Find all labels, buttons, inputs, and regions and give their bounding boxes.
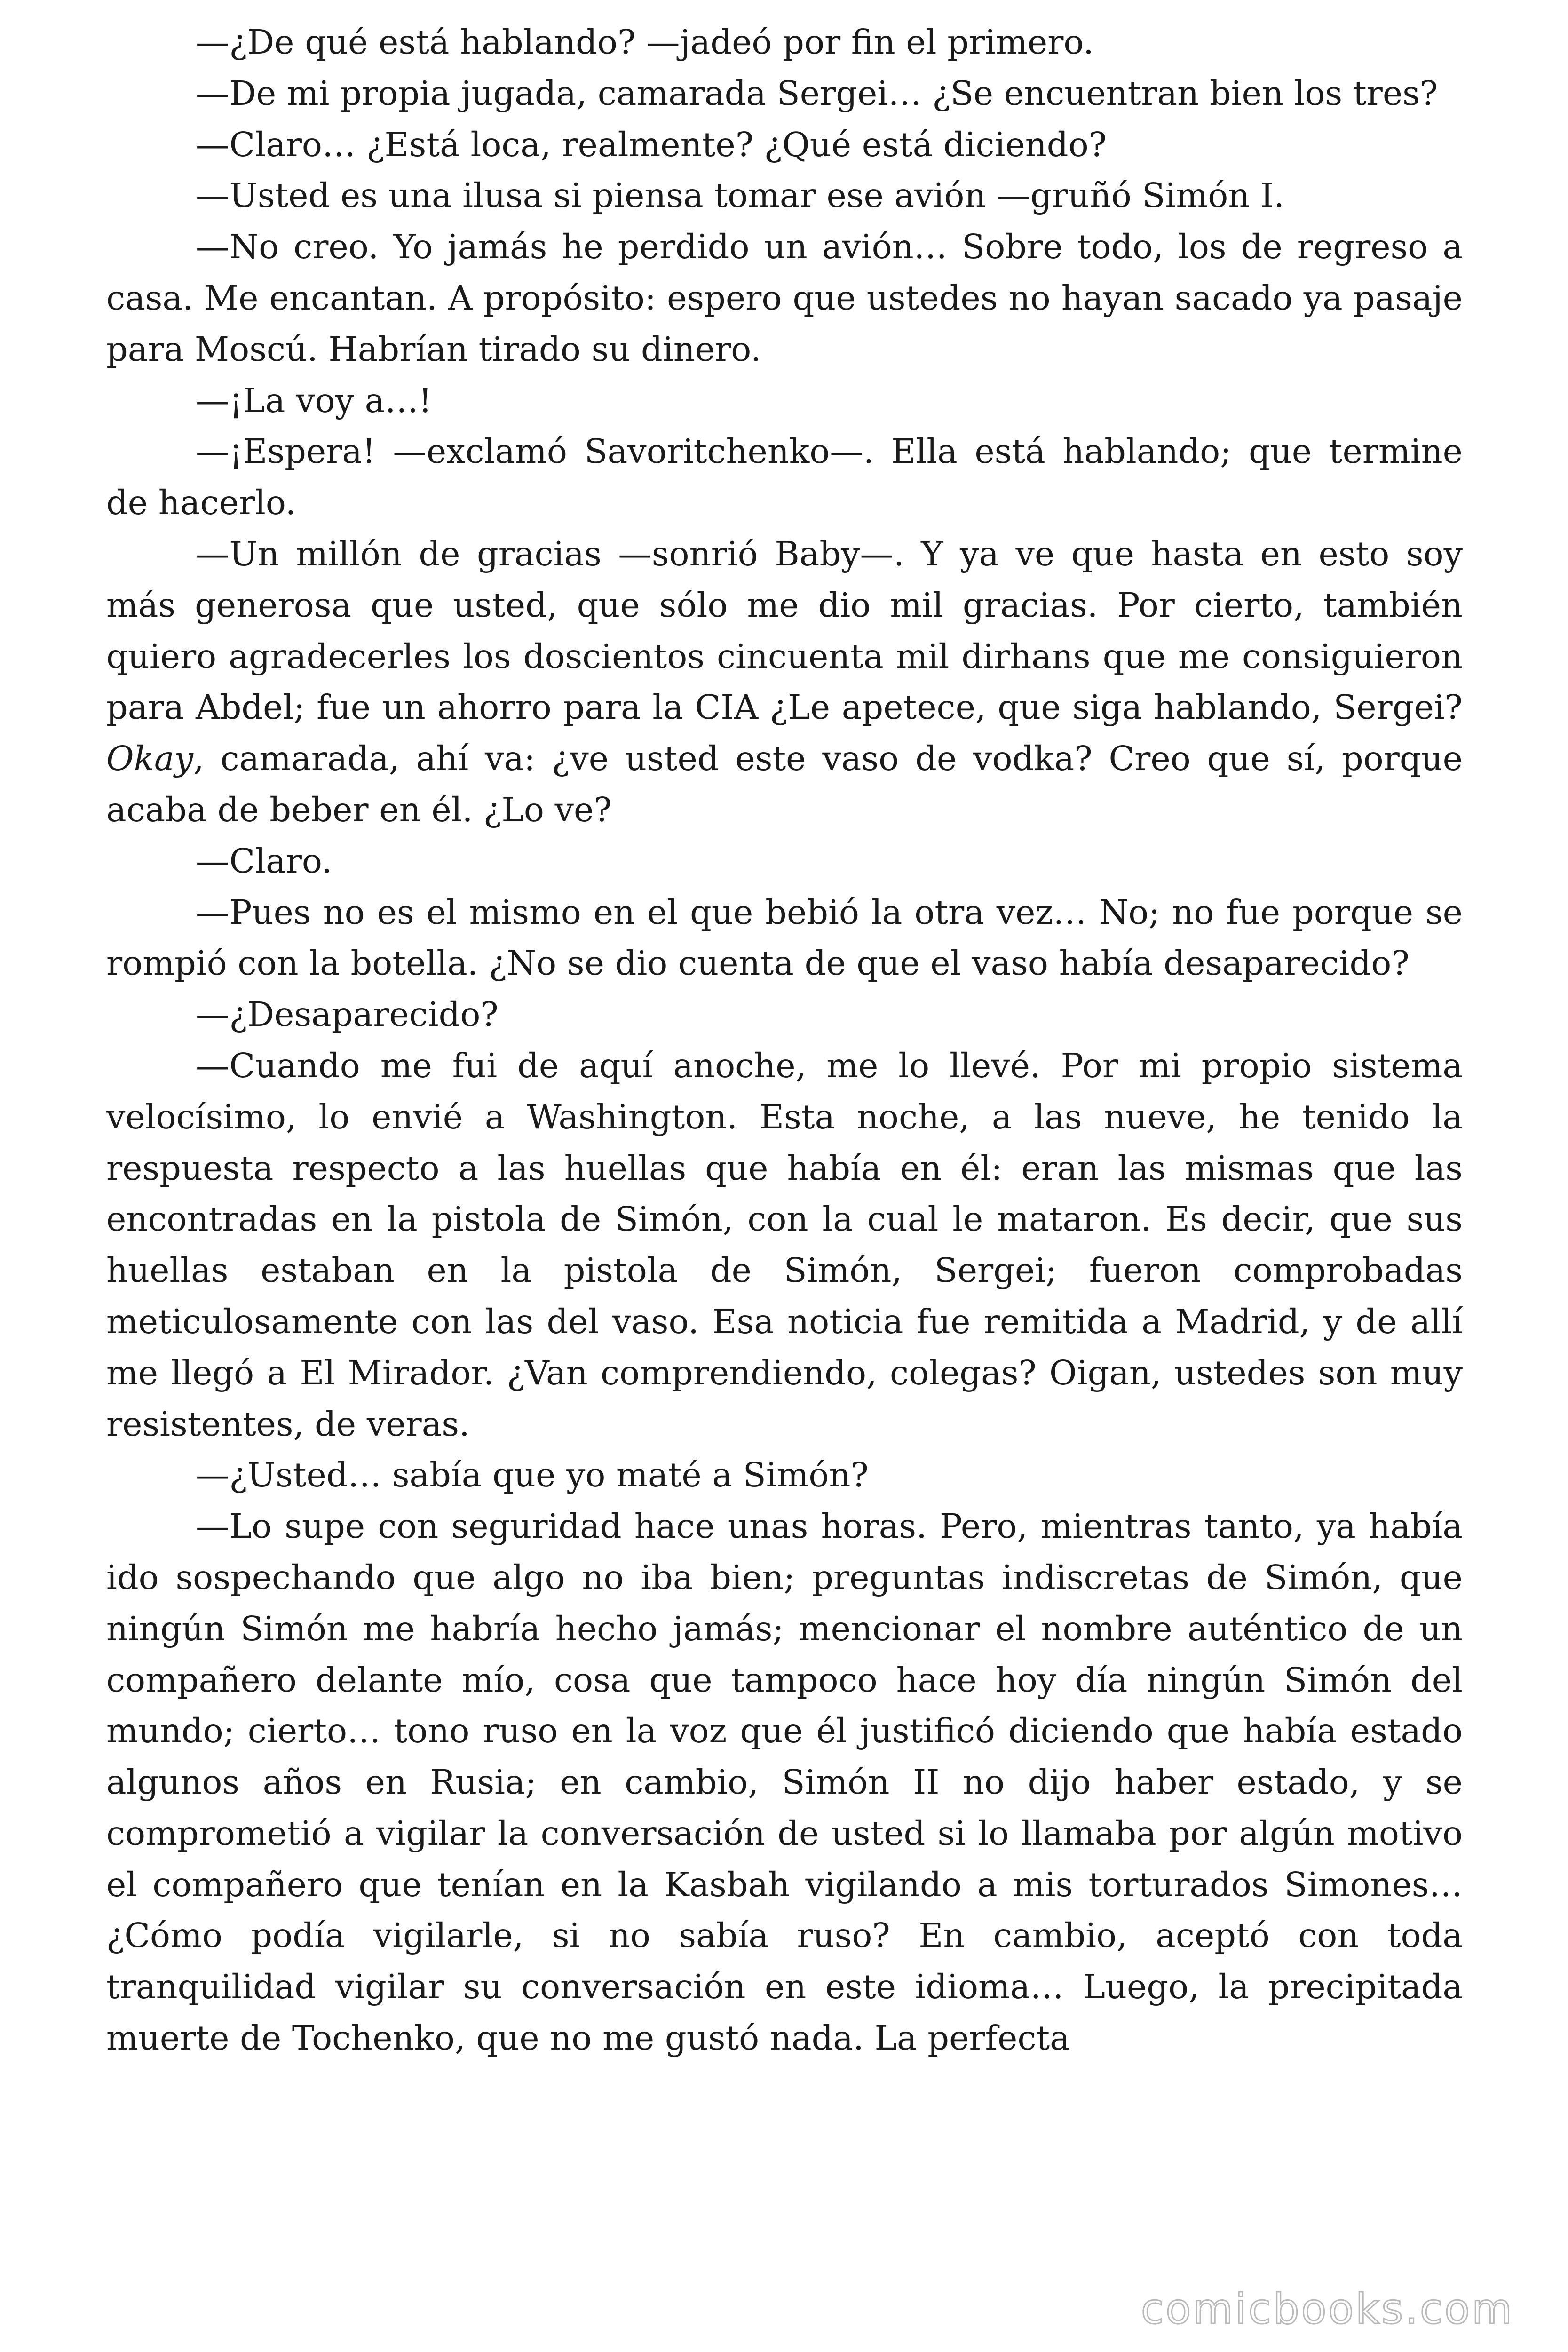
paragraph-1: —¿De qué está hablando? —jadeó por fin el primero. bbox=[196, 23, 1094, 62]
paragraph-12: —Cuando me fui de aquí anoche, me lo llevé. Por mi propio sistema velocísimo, lo envié a Washington. Esta noche, a las nueve, he tenido la respuesta respecto a las huellas que había en él: eran las mismas que las encontradas en la pistola de Simón, con la cual le mataron. Es decir, que sus huellas estaban en la pistola de Simón, Sergei; fueron comprobadas meticulosamente con las del vaso. Esa noticia fue remitida a Madrid, y de allí me llegó a El Mirador. ¿Van comprendiendo, colegas? Oigan, ustedes son muy resistentes, de veras. bbox=[106, 1046, 1463, 1444]
paragraph-4: —Usted es una ilusa si piensa tomar ese avión —gruñó Simón I. bbox=[196, 176, 1284, 215]
paragraph-9: —Claro. bbox=[196, 841, 333, 881]
paragraph-11: —¿Desaparecido? bbox=[196, 995, 499, 1034]
paragraph-7: —¡Espera! —exclamó Savoritchenko—. Ella está hablando; que termine de hacerlo. bbox=[106, 432, 1463, 523]
paragraph-2: —De mi propia jugada, camarada Sergei… ¿Se encuentran bien los tres? bbox=[196, 73, 1438, 113]
paragraph-10: —Pues no es el mismo en el que bebió la otra vez… No; no fue porque se rompió con la botella. ¿No se dio cuenta de que el vaso había desaparecido? bbox=[106, 892, 1463, 983]
paragraph-8: —Un millón de gracias —sonrió Baby—. Y ya ve que hasta en esto soy más generosa que usted, que sólo me dio mil gracias. Por cierto, también quiero agradecerles los doscientos cincuenta mil dirhans que me consiguieron para Abdel; fue un ahorro para la CIA ¿Le apetece, que siga hablando, Sergei? Okay, camarada, ahí va: ¿ve usted este vaso de vodka? Creo que sí, porque acaba de beber en él. ¿Lo ve? bbox=[106, 534, 1463, 829]
paragraph-5: —No creo. Yo jamás he perdido un avión… Sobre todo, los de regreso a casa. Me encantan. A propósito: espero que ustedes no hayan sacado ya pasaje para Moscú. Habrían tirado su dinero. bbox=[106, 227, 1463, 369]
watermark-logo: comicbooks.com bbox=[1140, 2285, 1514, 2333]
page-text bbox=[106, 17, 1463, 2064]
paragraph-14: —Lo supe con seguridad hace unas horas. Pero, mientras tanto, ya había ido sospechando que algo no iba bien; preguntas indiscretas de Simón, que ningún Simón me habría hecho jamás; mencionar el nombre auténtico de un compañero delante mío, cosa que tampoco hace hoy día ningún Simón del mundo; cierto… tono ruso en la voz que él justificó diciendo que había estado algunos años en Rusia; en cambio, Simón II no dijo haber estado, y se comprometió a vigilar la conversación de usted si lo llamaba por algún motivo el compañero que tenían en la Kasbah vigilando a mis torturados Simones… ¿Cómo podía vigilarle, si no sabía ruso? En cambio, aceptó con toda tranquilidad vigilar su conversación en este idioma… Luego, la precipitada muerte de Tochenko, que no me gustó nada. La perfecta bbox=[106, 1507, 1463, 2058]
paragraph-6: —¡La voy a…! bbox=[196, 381, 432, 420]
paragraph-13: —¿Usted… sabía que yo maté a Simón? bbox=[196, 1455, 869, 1495]
paragraph-3: —Claro… ¿Está loca, realmente? ¿Qué está diciendo? bbox=[196, 125, 1107, 164]
